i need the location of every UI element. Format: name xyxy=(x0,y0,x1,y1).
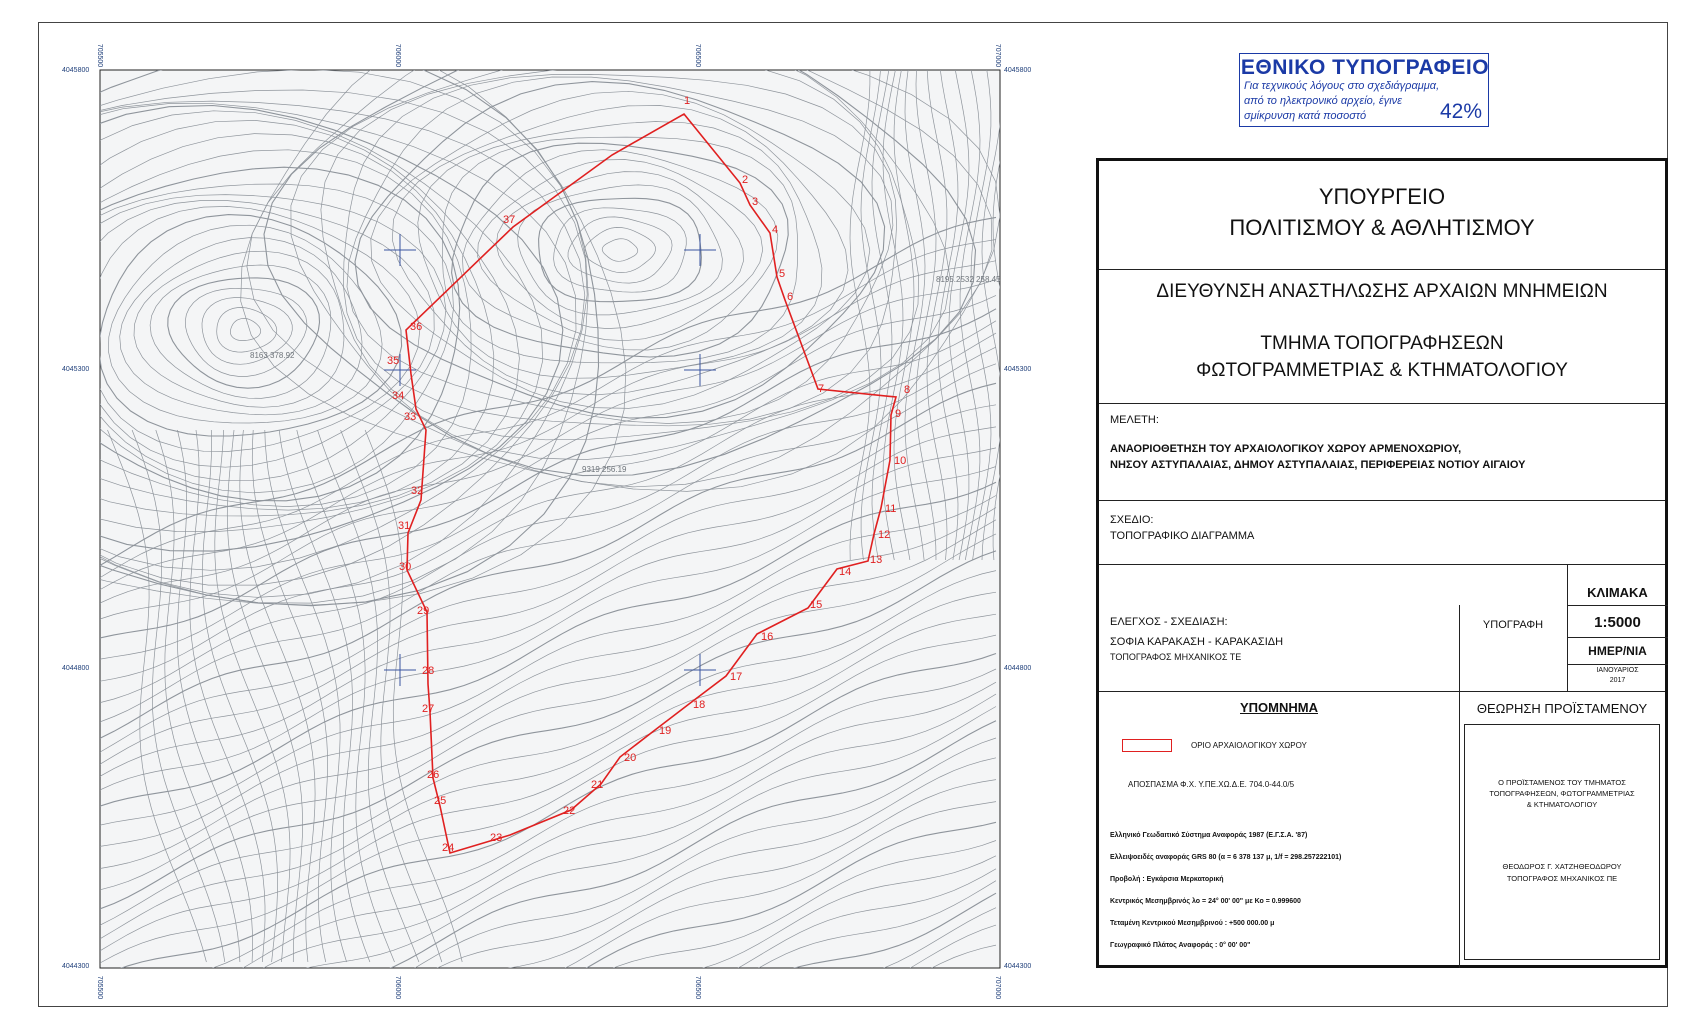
supervisor-label: ΘΕΩΡΗΣΗ ΠΡΟΪΣΤΑΜΕΝΟΥ xyxy=(1476,701,1648,716)
boundary-point-label: 18 xyxy=(693,699,706,711)
coord-bottom-3: 706500 xyxy=(694,975,702,1000)
study-line2: ΝΗΣΟΥ ΑΣΤΥΠΑΛΑΙΑΣ, ΔΗΜΟΥ ΑΣΤΥΠΑΛΑΙΑΣ, ΠΕΡΙΦΕΡΕΙΑΣ ΝΟΤΙΟΥ ΑΙΓΑΙΟΥ xyxy=(1110,459,1526,471)
boundary-point-label: 35 xyxy=(387,355,400,367)
boundary-point-label: 11 xyxy=(885,503,897,515)
boundary-point-label: 34 xyxy=(392,390,405,402)
national-printing-office-stamp xyxy=(1239,53,1489,127)
supervisor-line: & ΚΤΗΜΑΤΟΛΟΓΙΟΥ xyxy=(1526,800,1598,809)
map-frame xyxy=(100,70,1000,968)
ministry-line1: ΥΠΟΥΡΓΕΙΟ xyxy=(1318,184,1446,209)
boundary-point-label: 33 xyxy=(404,411,417,423)
boundary-point-label: 4 xyxy=(772,224,779,236)
boundary-point-label: 30 xyxy=(399,561,412,573)
legend-source: ΑΠΟΣΠΑΣΜΑ Φ.Χ. Υ.ΠΕ.ΧΩ.Δ.Ε. 704.0-44.0/5 xyxy=(1128,780,1295,789)
coord-right-2: 4045300 xyxy=(1004,366,1032,373)
stamp-line: από το ηλεκτρονικό αρχείο, έγινε xyxy=(1244,95,1403,107)
boundary-point-label: 8 xyxy=(904,384,911,396)
boundary-point-label: 7 xyxy=(818,383,825,395)
boundary-point-label: 14 xyxy=(839,566,852,578)
boundary-point-label: 15 xyxy=(810,599,823,611)
date-label: ΗΜΕΡ/ΝΙΑ xyxy=(1588,644,1647,658)
stamp-title: ΕΘΝΙΚΟ ΤΥΠΟΓΡΑΦΕΙΟ xyxy=(1240,56,1490,79)
boundary-point-label: 27 xyxy=(422,703,435,715)
directorate: ΔΙΕΥΘΥΝΣΗ ΑΝΑΣΤΗΛΩΣΗΣ ΑΡΧΑΙΩΝ ΜΝΗΜΕΙΩΝ xyxy=(1156,281,1608,302)
department-line2: ΦΩΤΟΓΡΑΜΜΕΤΡΙΑΣ & ΚΤΗΜΑΤΟΛΟΓΙΟΥ xyxy=(1196,360,1568,381)
drawing-value: ΤΟΠΟΓΡΑΦΙΚΟ ΔΙΑΓΡΑΜΜΑ xyxy=(1110,530,1255,542)
ministry-line2: ΠΟΛΙΤΙΣΜΟΥ & ΑΘΛΗΤΙΣΜΟΥ xyxy=(1229,215,1535,240)
boundary-point-label: 13 xyxy=(870,554,883,566)
study-label: ΜΕΛΕΤΗ: xyxy=(1110,414,1159,426)
coord-top-3: 706500 xyxy=(694,43,702,68)
boundary-point-label: 26 xyxy=(427,769,440,781)
coord-top-1: 705500 xyxy=(96,43,104,68)
coord-right-1: 4045800 xyxy=(1004,67,1032,74)
boundary-point-label: 1 xyxy=(684,95,691,107)
department-line1: ΤΜΗΜΑ ΤΟΠΟΓΡΑΦΗΣΕΩΝ xyxy=(1260,333,1504,354)
date-year: 2017 xyxy=(1609,677,1626,684)
boundary-point-label: 2 xyxy=(742,174,749,186)
coord-top-4: 707000 xyxy=(994,43,1002,68)
boundary-point-label: 22 xyxy=(563,805,576,817)
supervisor-name: ΘΕΟΔΩΡΟΣ Γ. ΧΑΤΖΗΘΕΟΔΩΡΟΥ xyxy=(1502,862,1622,871)
geodetic-line: Ελληνικό Γεωδαιτικό Σύστημα Αναφοράς 1987 (Ε.Γ.Σ.Α. '87) xyxy=(1110,832,1308,839)
boundary-point-label: 3 xyxy=(752,196,759,208)
boundary-point-label: 21 xyxy=(591,779,604,791)
check-label: ΕΛΕΓΧΟΣ - ΣΧΕΔΙΑΣΗ: xyxy=(1110,616,1228,628)
boundary-point-label: 6 xyxy=(787,291,794,303)
boundary-point-label: 12 xyxy=(878,529,891,541)
boundary-point-label: 28 xyxy=(422,665,435,677)
geodetic-line: Ελλειψοειδές αναφοράς GRS 80 (α = 6 378 137 μ, 1/f = 298.257222101) xyxy=(1110,854,1342,861)
coord-right-4: 4044300 xyxy=(1004,963,1032,970)
study-line1: ΑΝΑΟΡΙΟΘΕΤΗΣΗ ΤΟΥ ΑΡΧΑΙΟΛΟΓΙΚΟΥ ΧΩΡΟΥ ΑΡΜΕΝΟΧΩΡΙΟΥ, xyxy=(1110,443,1462,455)
coord-bottom-4: 707000 xyxy=(994,975,1002,1000)
boundary-point-label: 9 xyxy=(895,408,902,420)
coord-left-4: 4044300 xyxy=(62,963,90,970)
geodetic-line: Τεταμένη Κεντρικού Μεσημβρινού : +500 000.00 μ xyxy=(1110,920,1275,927)
boundary-point-label: 36 xyxy=(410,321,423,333)
geodetic-line: Κεντρικός Μεσημβρινός λο = 24° 00' 00" με Κο = 0.999600 xyxy=(1110,898,1301,905)
signature-label: ΥΠΟΓΡΑΦΗ xyxy=(1482,619,1544,631)
boundary-point-label: 23 xyxy=(490,832,503,844)
geodetic-line: Προβολή : Εγκάρσια Μερκατορική xyxy=(1110,876,1224,883)
boundary-point-label: 19 xyxy=(659,725,672,737)
supervisor-title: ΤΟΠΟΓΡΑΦΟΣ ΜΗΧΑΝΙΚΟΣ ΠΕ xyxy=(1506,874,1618,883)
boundary-point-label: 17 xyxy=(730,671,743,683)
coord-top-2: 706000 xyxy=(394,43,402,68)
coord-bottom-2: 706000 xyxy=(394,975,402,1000)
check-name: ΣΟΦΙΑ ΚΑΡΑΚΑΣΗ - ΚΑΡΑΚΑΣΙΔΗ xyxy=(1110,636,1284,648)
boundary-point-label: 32 xyxy=(411,485,424,497)
boundary-point-label: 5 xyxy=(779,268,786,280)
boundary-point-label: 29 xyxy=(417,605,430,617)
boundary-point-label: 37 xyxy=(503,214,516,226)
boundary-point-label: 24 xyxy=(442,842,455,854)
boundary-point-label: 25 xyxy=(434,795,447,807)
coord-bottom-1: 705500 xyxy=(96,975,104,1000)
spot-height: 9319 256.19 xyxy=(582,465,627,474)
coord-right-3: 4044800 xyxy=(1004,665,1032,672)
supervisor-approval-box xyxy=(1464,724,1660,960)
stamp-line: Για τεχνικούς λόγους στο σχεδιάγραμμα, xyxy=(1244,80,1440,92)
supervisor-line: ΤΟΠΟΓΡΑΦΗΣΕΩΝ, ΦΩΤΟΓΡΑΜΜΕΤΡΙΑΣ xyxy=(1489,789,1635,798)
legend-boundary-swatch xyxy=(1122,739,1172,752)
check-title: ΤΟΠΟΓΡΑΦΟΣ ΜΗΧΑΝΙΚΟΣ ΤΕ xyxy=(1110,652,1242,662)
drawing-label: ΣΧΕΔΙΟ: xyxy=(1110,514,1154,526)
coord-left-2: 4045300 xyxy=(62,366,90,373)
boundary-point-label: 31 xyxy=(398,520,411,532)
stamp-percent: 42% xyxy=(1439,100,1482,123)
stamp-line: σμίκρυνση κατά ποσοστό xyxy=(1244,110,1367,122)
boundary-point-label: 10 xyxy=(894,455,907,467)
coord-left-3: 4044800 xyxy=(62,665,90,672)
boundary-point-label: 16 xyxy=(761,631,774,643)
spot-height: 8163 378.92 xyxy=(250,351,295,360)
legend-label: ΥΠΟΜΝΗΜΑ xyxy=(1240,700,1318,715)
legend-item: ΟΡΙΟ ΑΡΧΑΙΟΛΟΓΙΚΟΥ ΧΩΡΟΥ xyxy=(1191,741,1307,750)
spot-height: 8195.2532 258.45 xyxy=(936,275,1001,284)
geodetic-line: Γεωγραφικό Πλάτος Αναφοράς : 0° 00' 00" xyxy=(1110,942,1251,949)
scale-label: ΚΛΙΜΑΚΑ xyxy=(1587,585,1648,600)
title-block xyxy=(1096,158,1668,968)
coord-left-1: 4045800 xyxy=(62,67,90,74)
boundary-point-label: 20 xyxy=(624,752,637,764)
supervisor-line: Ο ΠΡΟΪΣΤΑΜΕΝΟΣ ΤΟΥ ΤΜΗΜΑΤΟΣ xyxy=(1498,778,1626,787)
date-month: ΙΑΝΟΥΑΡΙΟΣ xyxy=(1596,667,1639,674)
scale-value: 1:5000 xyxy=(1594,614,1641,631)
